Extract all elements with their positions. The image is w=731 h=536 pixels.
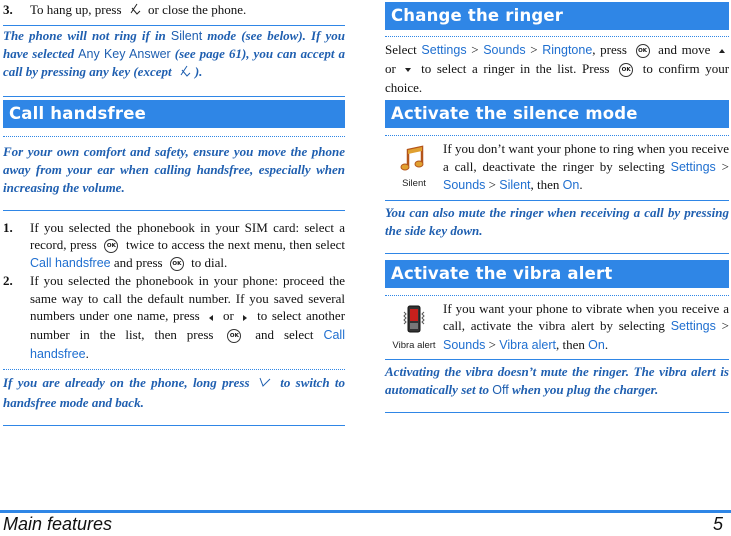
step-number: 3.: [3, 2, 13, 17]
vibrating-phone-icon: [398, 304, 430, 336]
note-vibra-charger: Activating the vibra doesn’t mute the ringer. The vibra alert is automatically set to Off when you plug the charger.: [385, 364, 729, 398]
divider: [385, 253, 729, 254]
ok-key-icon: OK: [636, 44, 650, 58]
divider: [385, 200, 729, 201]
footer-chapter-title: Main features: [3, 514, 113, 534]
dotted-divider: [3, 369, 345, 370]
silence-mode-block: [385, 140, 729, 195]
vibra-alert-block: [385, 300, 729, 355]
handsfree-steps: [3, 219, 345, 363]
call-key-icon: [258, 375, 272, 394]
footer-rule: [0, 510, 731, 513]
step-3: 3. To hang up, press or close the phone.: [3, 1, 345, 20]
section-title-call-handsfree: Call handsfree: [3, 100, 345, 128]
section-title-vibra-alert: Activate the vibra alert: [385, 260, 729, 288]
divider: [385, 412, 729, 413]
note-switch-handsfree: If you are already on the phone, long press to switch to handsfree mode and back.: [3, 375, 346, 410]
right-arrow-key-icon: [241, 309, 249, 327]
music-note-icon: [398, 144, 430, 174]
ok-key-icon: OK: [170, 257, 184, 271]
dotted-divider: [3, 136, 345, 137]
section-title-change-ringer: Change the ringer: [385, 2, 729, 30]
ok-key-icon: OK: [227, 329, 241, 343]
ok-key-icon: OK: [104, 239, 118, 253]
divider: [3, 25, 345, 26]
ok-key-icon: OK: [619, 63, 633, 77]
dotted-divider: [385, 295, 729, 296]
vibra-alert-text: If you want your phone to vibrate when you receive a call, activate the vibra alert by selecting Settings > Sounds > Vibra alert, then On.: [443, 300, 730, 352]
left-arrow-key-icon: [207, 309, 215, 327]
down-arrow-key-icon: [404, 61, 412, 79]
dotted-divider: [385, 36, 729, 37]
divider: [3, 96, 345, 97]
step-3-list: [3, 1, 345, 20]
vibra-illustration: Vibra alert: [385, 304, 443, 351]
divider: [385, 359, 729, 360]
silent-illustration: Silent: [385, 144, 443, 189]
handsfree-step-2: 2. If you selected the phonebook in your phone: proceed the same way to call the default number. If you saved several numbers under one name, press or to select another number in the list, then press OK and select Call handsfree.: [3, 273, 346, 361]
note-silent-any-key: The phone will not ring if in Silent mode (see below). If you have selected Any Key Answer (see page 61), you can accept a call by pressing any key (except ).: [3, 27, 345, 83]
divider: [3, 425, 345, 426]
handsfree-step-1: 1. If you selected the phonebook in your SIM card: select a record, press OK twice to access the next menu, then select Call handsfree and press OK to dial.: [3, 219, 346, 270]
page-number: 5: [712, 514, 723, 534]
section-title-silence-mode: Activate the silence mode: [385, 100, 729, 128]
change-ringer-text: Select Settings > Sounds > Ringtone, press OK and move or to select a ringer in the list. Press OK to confirm your choice.: [385, 42, 730, 95]
note-handsfree-safety: For your own comfort and safety, ensure you move the phone away from your ear when calling handsfree, especially when increasing the volume.: [3, 143, 345, 195]
silence-mode-text: If you don’t want your phone to ring when you receive a call, deactivate the ringer by selecting Settings > Sounds > Silent, then On.: [443, 141, 729, 193]
left-column: [3, 0, 345, 426]
right-column: [385, 0, 729, 413]
divider: [3, 210, 345, 211]
end-call-key-icon: [128, 2, 142, 21]
end-call-key-icon: [178, 64, 192, 83]
dotted-divider: [385, 135, 729, 136]
up-arrow-key-icon: [718, 42, 726, 60]
note-mute-side-key: You can also mute the ringer when receiving a call by pressing the side key down.: [385, 204, 729, 238]
